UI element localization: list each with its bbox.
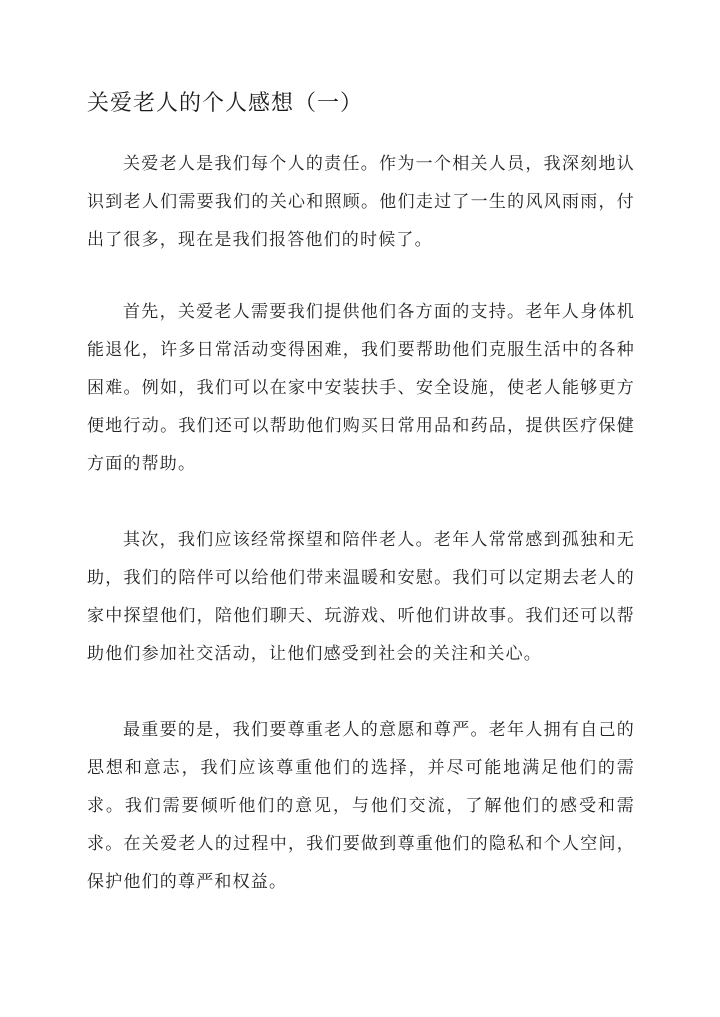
- document-title: 关爱老人的个人感想（一）: [87, 91, 364, 116]
- paragraph-1: 关爱老人是我们每个人的责任。作为一个相关人员，我深刻地认识到老人们需要我们的关心和照顾。他们走过了一生的风风雨雨，付出了很多，现在是我们报答他们的时候了。: [87, 154, 635, 250]
- paragraph-2: 首先，关爱老人需要我们提供他们各方面的支持。老年人身体机能退化，许多日常活动变得困难，我们要帮助他们克服生活中的各种困难。例如，我们可以在家中安装扶手、安全设施，使老人能够更方便地行动。我们还可以帮助他们购买日常用品和药品，提供医疗保健方面的帮助。: [87, 302, 635, 474]
- paragraph-3: 其次，我们应该经常探望和陪伴老人。老年人常常感到孤独和无助，我们的陪伴可以给他们带来温暖和安慰。我们可以定期去老人的家中探望他们，陪他们聊天、玩游戏、听他们讲故事。我们还可以帮助他们参加社交活动，让他们感受到社会的关注和关心。: [87, 530, 635, 664]
- paragraph-4: 最重要的是，我们要尊重老人的意愿和尊严。老年人拥有自己的思想和意志，我们应该尊重他们的选择，并尽可能地满足他们的需求。我们需要倾听他们的意见，与他们交流，了解他们的感受和需求。在关爱老人的过程中，我们要做到尊重他们的隐私和个人空间，保护他们的尊严和权益。: [87, 720, 635, 892]
